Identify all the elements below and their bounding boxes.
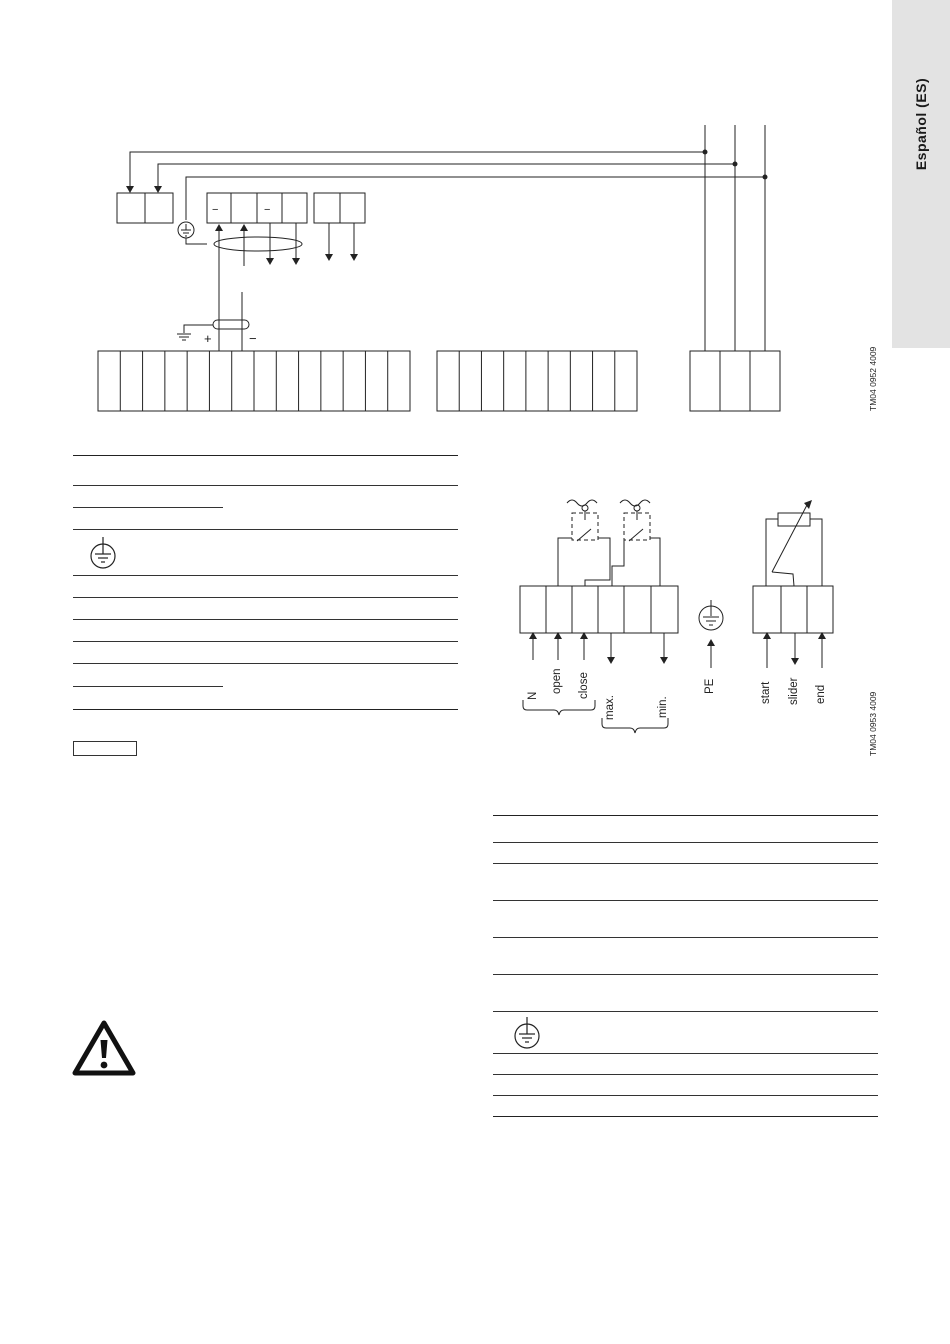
table-rule bbox=[493, 1053, 878, 1054]
language-label: Español (ES) bbox=[913, 77, 929, 171]
polarity-minus: − bbox=[249, 331, 257, 346]
label-min: min. bbox=[657, 696, 669, 718]
table-rule bbox=[493, 1095, 878, 1096]
table-rule bbox=[493, 974, 878, 975]
table-rule bbox=[493, 937, 878, 938]
table-rule bbox=[493, 1011, 878, 1012]
table-rule bbox=[493, 815, 878, 816]
table-rule bbox=[493, 842, 878, 843]
label-end: end bbox=[815, 684, 827, 704]
polarity-plus: + bbox=[204, 331, 212, 346]
figure-code-1: TM04 0952 4009 bbox=[868, 346, 878, 411]
table-rule bbox=[493, 900, 878, 901]
label-n: N bbox=[527, 691, 539, 700]
label-max: max. bbox=[604, 695, 616, 720]
table-rule bbox=[493, 1116, 878, 1117]
ground-icon bbox=[512, 1016, 542, 1050]
table-rule bbox=[493, 863, 878, 864]
terminal-minus-1: − bbox=[212, 204, 219, 216]
label-open: open bbox=[551, 668, 563, 694]
label-slider: slider bbox=[788, 677, 800, 705]
table-rule bbox=[493, 1074, 878, 1075]
label-pe: PE bbox=[704, 678, 716, 694]
terminal-minus-2: − bbox=[264, 204, 271, 216]
figure-code-2: TM04 0953 4009 bbox=[868, 691, 878, 756]
label-start: start bbox=[760, 681, 772, 704]
label-close: close bbox=[578, 672, 590, 699]
